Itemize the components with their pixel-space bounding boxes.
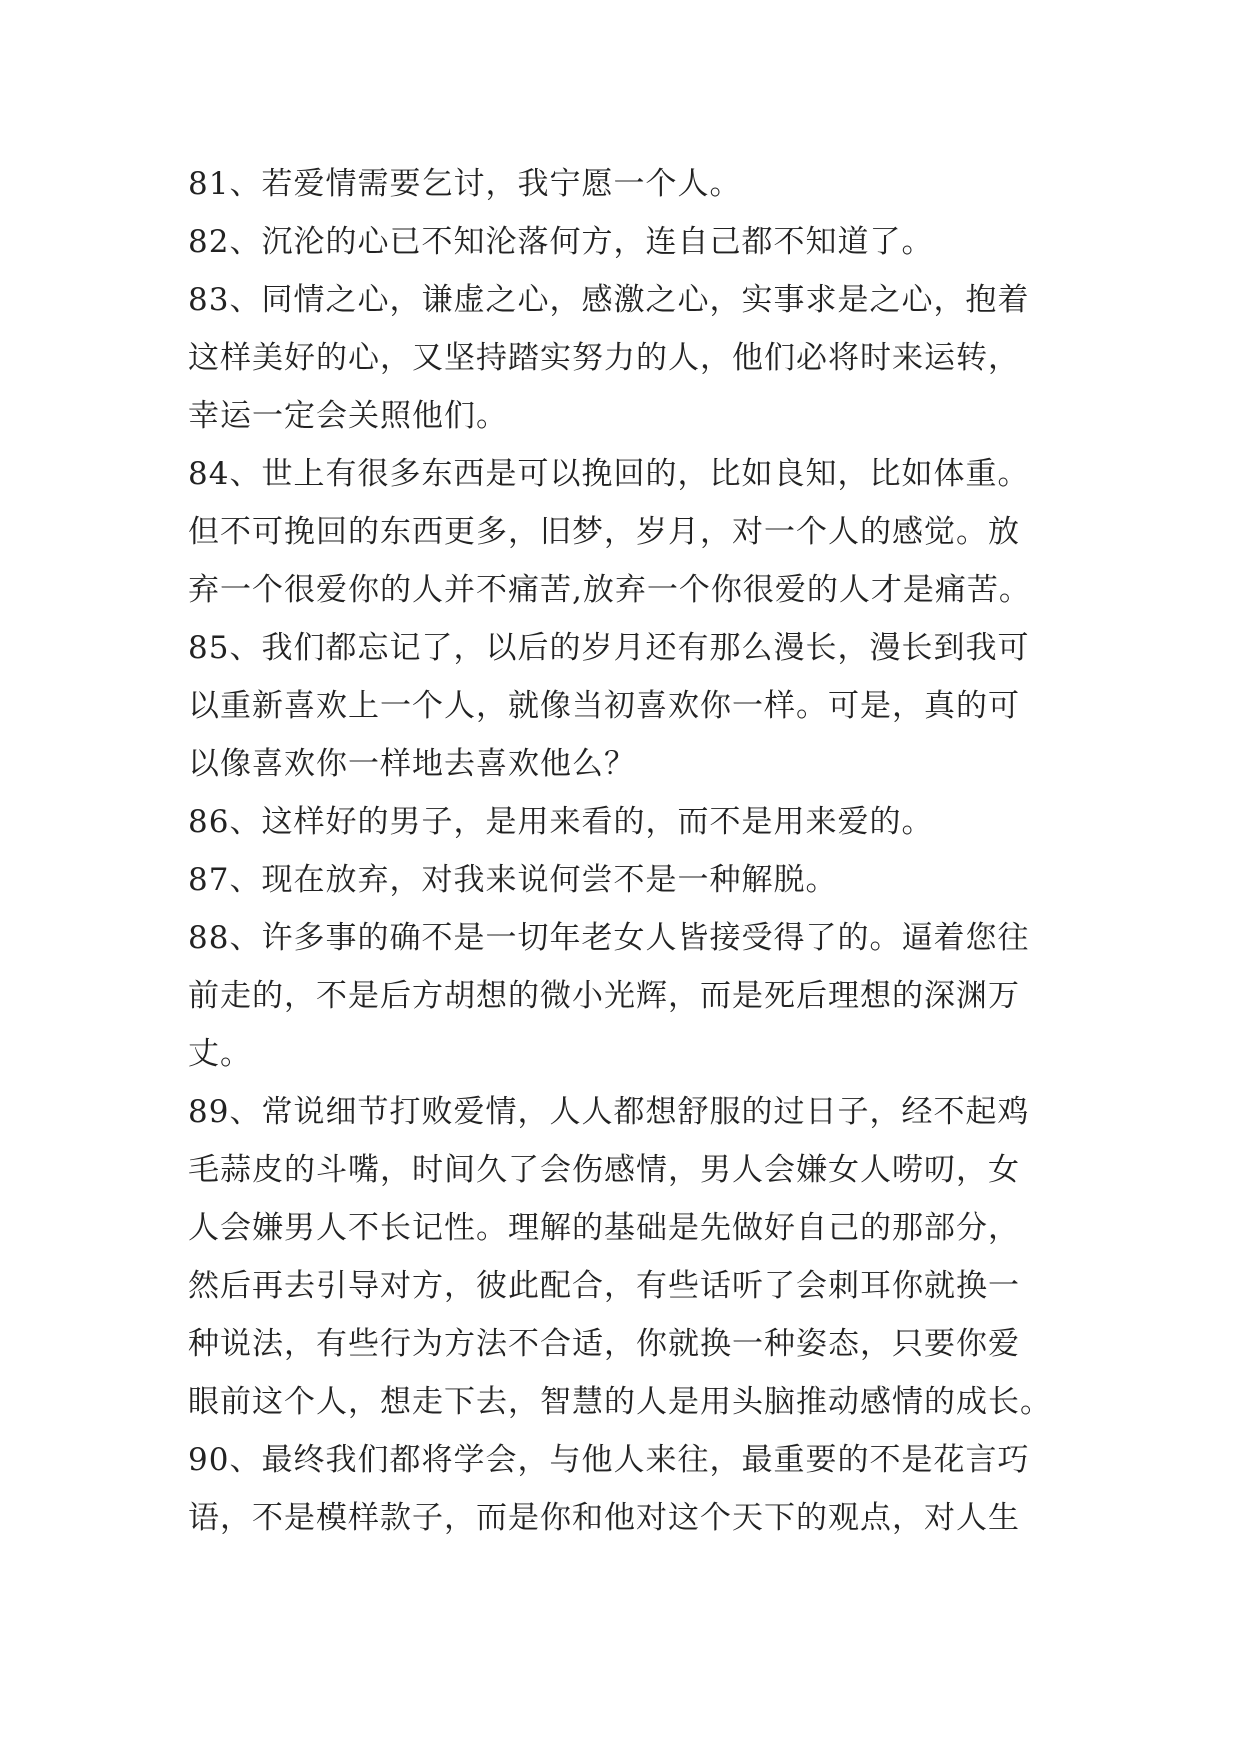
text-line: 前走的，不是后方胡想的微小光辉，而是死后理想的深渊万	[188, 978, 1020, 1014]
text-line: 89、常说细节打败爱情，人人都想舒服的过日子，经不起鸡	[188, 1094, 1030, 1130]
text-line: 但不可挽回的东西更多，旧梦，岁月，对一个人的感觉。放	[188, 514, 1020, 550]
text-line: 83、同情之心，谦虚之心，感激之心，实事求是之心，抱着	[188, 282, 1030, 318]
text-line: 弃一个很爱你的人并不痛苦,放弃一个你很爱的人才是痛苦。	[188, 572, 1031, 608]
text-line: 87、现在放弃，对我来说何尝不是一种解脱。	[188, 862, 838, 898]
text-line: 85、我们都忘记了，以后的岁月还有那么漫长，漫长到我可	[188, 630, 1030, 666]
document-body	[188, 155, 1068, 1547]
text-line: 然后再去引导对方，彼此配合，有些话听了会刺耳你就换一	[188, 1268, 1020, 1304]
text-line: 以重新喜欢上一个人，就像当初喜欢你一样。可是，真的可	[188, 688, 1020, 724]
text-line: 幸运一定会关照他们。	[188, 398, 508, 434]
text-line: 人会嫌男人不长记性。理解的基础是先做好自己的那部分，	[188, 1210, 1020, 1246]
text-line: 84、世上有很多东西是可以挽回的，比如良知，比如体重。	[188, 456, 1030, 492]
text-line: 以像喜欢你一样地去喜欢他么？	[188, 746, 636, 782]
text-line: 眼前这个人，想走下去，智慧的人是用头脑推动感情的成长。	[188, 1384, 1052, 1420]
text-line: 这样美好的心，又坚持踏实努力的人，他们必将时来运转，	[188, 340, 1020, 376]
text-line: 86、这样好的男子，是用来看的，而不是用来爱的。	[188, 804, 934, 840]
text-line: 语，不是模样款子，而是你和他对这个天下的观点，对人生	[188, 1500, 1020, 1536]
text-line: 种说法，有些行为方法不合适，你就换一种姿态，只要你爱	[188, 1326, 1020, 1362]
text-line: 88、许多事的确不是一切年老女人皆接受得了的。逼着您往	[188, 920, 1030, 956]
text-line: 81、若爱情需要乞讨，我宁愿一个人。	[188, 166, 742, 202]
text-line: 毛蒜皮的斗嘴，时间久了会伤感情，男人会嫌女人唠叨，女	[188, 1152, 1020, 1188]
text-line: 90、最终我们都将学会，与他人来往，最重要的不是花言巧	[188, 1442, 1030, 1478]
text-line: 82、沉沦的心已不知沦落何方，连自己都不知道了。	[188, 224, 934, 260]
text-line: 丈。	[188, 1036, 252, 1072]
